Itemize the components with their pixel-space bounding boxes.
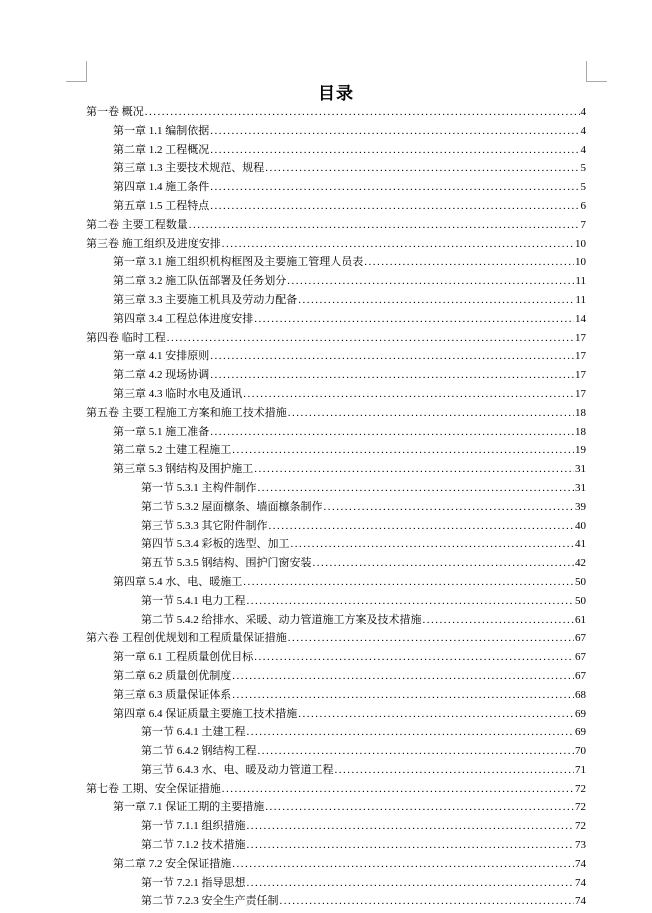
toc-entry-title: 第二节 6.4.2 钢结构工程 [141,745,257,758]
toc-entry[interactable] [86,573,586,592]
toc-entry-page: 67 [575,632,586,645]
toc-entry-title: 第四章 6.4 保证质量主要施工技术措施 [113,707,298,720]
toc-entry-page: 39 [575,500,586,513]
toc-entry[interactable] [86,235,586,254]
toc-entry-title: 第二章 5.2 土建工程施工 [113,444,232,457]
dot-leader [364,253,574,272]
toc-entry-title: 第四节 5.3.4 彩板的选型、加工 [141,538,290,551]
dot-leader [423,611,575,630]
toc-entry[interactable] [86,611,586,630]
toc-entry-title: 第二章 6.2 质量创优制度 [113,669,232,682]
toc-entry-page: 61 [575,613,586,626]
toc-entry[interactable] [86,347,586,366]
dot-leader [287,272,574,291]
toc-entry-page: 74 [575,895,586,908]
dot-leader [222,235,574,254]
toc-entry[interactable] [86,554,586,573]
toc-entry[interactable] [86,629,586,648]
toc-entry[interactable] [86,178,586,197]
toc-entry-page: 69 [575,726,586,739]
toc-entry[interactable] [86,780,586,799]
page-margin-mark-top-right [586,61,607,82]
toc-entry-title: 第一节 5.3.1 主构件制作 [141,481,257,494]
dot-leader [288,404,574,423]
toc-entry-page: 50 [575,594,586,607]
toc-entry-title: 第一章 6.1 工程质量创优目标 [113,651,254,664]
dot-leader [298,705,574,724]
toc-entry[interactable] [86,329,586,348]
dot-leader [254,460,574,479]
dot-leader [210,122,579,141]
toc-entry-title: 第一卷 概况 [86,106,144,118]
toc-entry[interactable] [86,441,586,460]
toc-entry[interactable] [86,272,586,291]
toc-entry-title: 第二卷 主要工程数量 [86,218,188,231]
toc-entry-page: 74 [575,857,586,870]
page-margin-mark-top-left [66,61,87,82]
dot-leader [298,291,574,310]
dot-leader [222,780,574,799]
dot-leader [324,498,575,517]
dot-leader [269,517,575,536]
toc-entry-page: 31 [575,481,586,494]
dot-leader [291,535,575,554]
toc-list [86,103,586,911]
dot-leader [247,817,575,836]
toc-entry-title: 第三章 4.3 临时水电及通讯 [113,387,243,400]
dot-leader [335,761,575,780]
toc-entry-page: 72 [575,820,586,833]
toc-entry-title: 第三节 6.4.3 水、电、暖及动力管道工程 [141,763,334,776]
toc-entry-title: 第四章 3.4 工程总体进度安排 [113,312,254,325]
toc-entry-page: 5 [580,181,586,194]
dot-leader [210,366,574,385]
toc-entry-title: 第三章 5.3 钢结构及围护施工 [113,463,254,476]
toc-entry[interactable] [86,310,586,329]
toc-entry-page: 72 [575,782,586,795]
dot-leader [247,592,575,611]
toc-entry-title: 第二章 3.2 施工队伍部署及任务划分 [113,275,287,288]
toc-entry[interactable] [86,141,586,160]
toc-entry-page: 17 [575,369,586,382]
dot-leader [232,855,574,874]
toc-entry-title: 第一章 3.1 施工组织机构框图及主要施工管理人员表 [113,256,364,269]
toc-entry[interactable] [86,291,586,310]
toc-entry-title: 第二章 1.2 工程概况 [113,143,210,156]
toc-entry-title: 第二节 7.1.2 技术措施 [141,839,246,852]
toc-entry[interactable] [86,592,586,611]
toc-entry[interactable] [86,366,586,385]
toc-entry[interactable] [86,535,586,554]
toc-entry-title: 第二节 5.4.2 给排水、采暖、动力管道施工方案及技术措施 [141,613,422,626]
toc-entry-page: 11 [575,293,586,306]
toc-entry[interactable] [86,798,586,817]
dot-leader [232,441,574,460]
toc-entry-page: 18 [575,406,586,419]
toc-entry[interactable] [86,892,586,911]
toc-entry[interactable] [86,667,586,686]
toc-entry-title: 第五章 1.5 工程特点 [113,199,210,212]
toc-entry-page: 17 [575,387,586,400]
toc-entry[interactable] [86,103,586,122]
dot-leader [210,423,574,442]
dot-leader [288,629,574,648]
toc-entry-page: 42 [575,557,586,570]
toc-title: 目录 [318,84,354,103]
toc-entry-title: 第六卷 工程创优规划和工程质量保证措施 [86,632,287,645]
dot-leader [210,197,579,216]
toc-entry-title: 第一节 5.4.1 电力工程 [141,594,246,607]
dot-leader [254,648,574,667]
toc-entry-page: 4 [580,124,586,137]
toc-entry[interactable] [86,385,586,404]
dot-leader [247,836,575,855]
toc-entry[interactable] [86,686,586,705]
toc-entry-page: 70 [575,745,586,758]
toc-entry[interactable] [86,742,586,761]
toc-entry-title: 第四章 5.4 水、电、暖施工 [113,575,243,588]
dot-leader [258,479,575,498]
dot-leader [210,178,579,197]
toc-entry-title: 第一节 7.2.1 指导思想 [141,876,246,889]
toc-entry[interactable] [86,855,586,874]
toc-entry-title: 第五卷 主要工程施工方案和施工技术措施 [86,406,287,419]
toc-entry-page: 10 [575,256,586,269]
dot-leader [232,667,574,686]
dot-leader [265,159,579,178]
toc-entry[interactable] [86,479,586,498]
toc-entry-title: 第三卷 施工组织及进度安排 [86,237,221,250]
dot-leader [280,892,575,911]
toc-entry[interactable] [86,817,586,836]
dot-leader [258,742,575,761]
toc-entry-title: 第一章 1.1 编制依据 [113,124,210,137]
toc-entry-page: 74 [575,876,586,889]
dot-leader [243,573,574,592]
toc-entry-title: 第三章 6.3 质量保证体系 [113,688,232,701]
toc-entry-title: 第二节 5.3.2 屋面檩条、墙面檩条制作 [141,500,323,513]
toc-entry-title: 第四卷 临时工程 [86,331,166,344]
toc-entry-page: 31 [575,463,586,476]
toc-entry-page: 6 [580,199,586,212]
toc-entry[interactable] [86,761,586,780]
toc-entry[interactable] [86,723,586,742]
toc-entry-page: 10 [575,237,586,250]
toc-entry-page: 4 [580,143,586,156]
toc-entry-page: 14 [575,312,586,325]
toc-entry-page: 69 [575,707,586,720]
toc-entry[interactable] [86,197,586,216]
toc-entry[interactable] [86,836,586,855]
toc-entry-title: 第一章 5.1 施工准备 [113,425,210,438]
dot-leader [313,554,575,573]
dot-leader [189,216,580,235]
toc-entry-page: 73 [575,839,586,852]
dot-leader [254,310,574,329]
toc-entry[interactable] [86,460,586,479]
toc-entry[interactable] [86,648,586,667]
toc-entry-title: 第二节 7.2.3 安全生产责任制 [141,895,279,908]
dot-leader [265,798,574,817]
toc-entry[interactable] [86,159,586,178]
toc-entry-title: 第一节 6.4.1 土建工程 [141,726,246,739]
toc-entry[interactable] [86,423,586,442]
toc-entry[interactable] [86,517,586,536]
toc-entry-title: 第三节 5.3.3 其它附件制作 [141,519,268,532]
toc-entry-page: 11 [575,275,586,288]
dot-leader [232,686,574,705]
toc-entry-page: 17 [575,331,586,344]
toc-entry-title: 第三章 1.3 主要技术规范、规程 [113,162,265,175]
dot-leader [247,874,575,893]
toc-entry-title: 第三章 3.3 主要施工机具及劳动力配备 [113,293,298,306]
toc-entry-title: 第一章 7.1 保证工期的主要措施 [113,801,265,814]
toc-entry-page: 68 [575,688,586,701]
toc-entry[interactable] [86,404,586,423]
toc-entry-title: 第一章 4.1 安排原则 [113,350,210,363]
dot-leader [247,723,575,742]
toc-entry-title: 第四章 1.4 施工条件 [113,181,210,194]
toc-entry-page: 7 [580,218,586,231]
toc-entry-title: 第七卷 工期、安全保证措施 [86,782,221,795]
dot-leader [210,141,579,160]
toc-entry-title: 第二章 4.2 现场协调 [113,369,210,382]
toc-entry-page: 67 [575,669,586,682]
toc-entry-page: 5 [580,162,586,175]
toc-entry[interactable] [86,705,586,724]
dot-leader [210,347,574,366]
toc-entry-title: 第一节 7.1.1 组织措施 [141,820,246,833]
toc-entry-page: 40 [575,519,586,532]
toc-entry-title: 第二章 7.2 安全保证措施 [113,857,232,870]
toc-entry-page: 72 [575,801,586,814]
toc-entry-page: 4 [580,106,586,118]
dot-leader [145,103,580,122]
toc-entry-page: 18 [575,425,586,438]
toc-entry[interactable] [86,122,586,141]
document-content [86,84,586,911]
toc-entry-page: 41 [575,538,586,551]
toc-entry-title: 第五节 5.3.5 钢结构、围护门窗安装 [141,557,312,570]
toc-entry[interactable] [86,216,586,235]
toc-entry[interactable] [86,253,586,272]
dot-leader [243,385,574,404]
toc-entry-page: 71 [575,763,586,776]
toc-entry-page: 19 [575,444,586,457]
toc-entry[interactable] [86,874,586,893]
toc-entry-page: 17 [575,350,586,363]
toc-entry-page: 50 [575,575,586,588]
toc-entry-page: 67 [575,651,586,664]
dot-leader [167,329,574,348]
toc-entry[interactable] [86,498,586,517]
